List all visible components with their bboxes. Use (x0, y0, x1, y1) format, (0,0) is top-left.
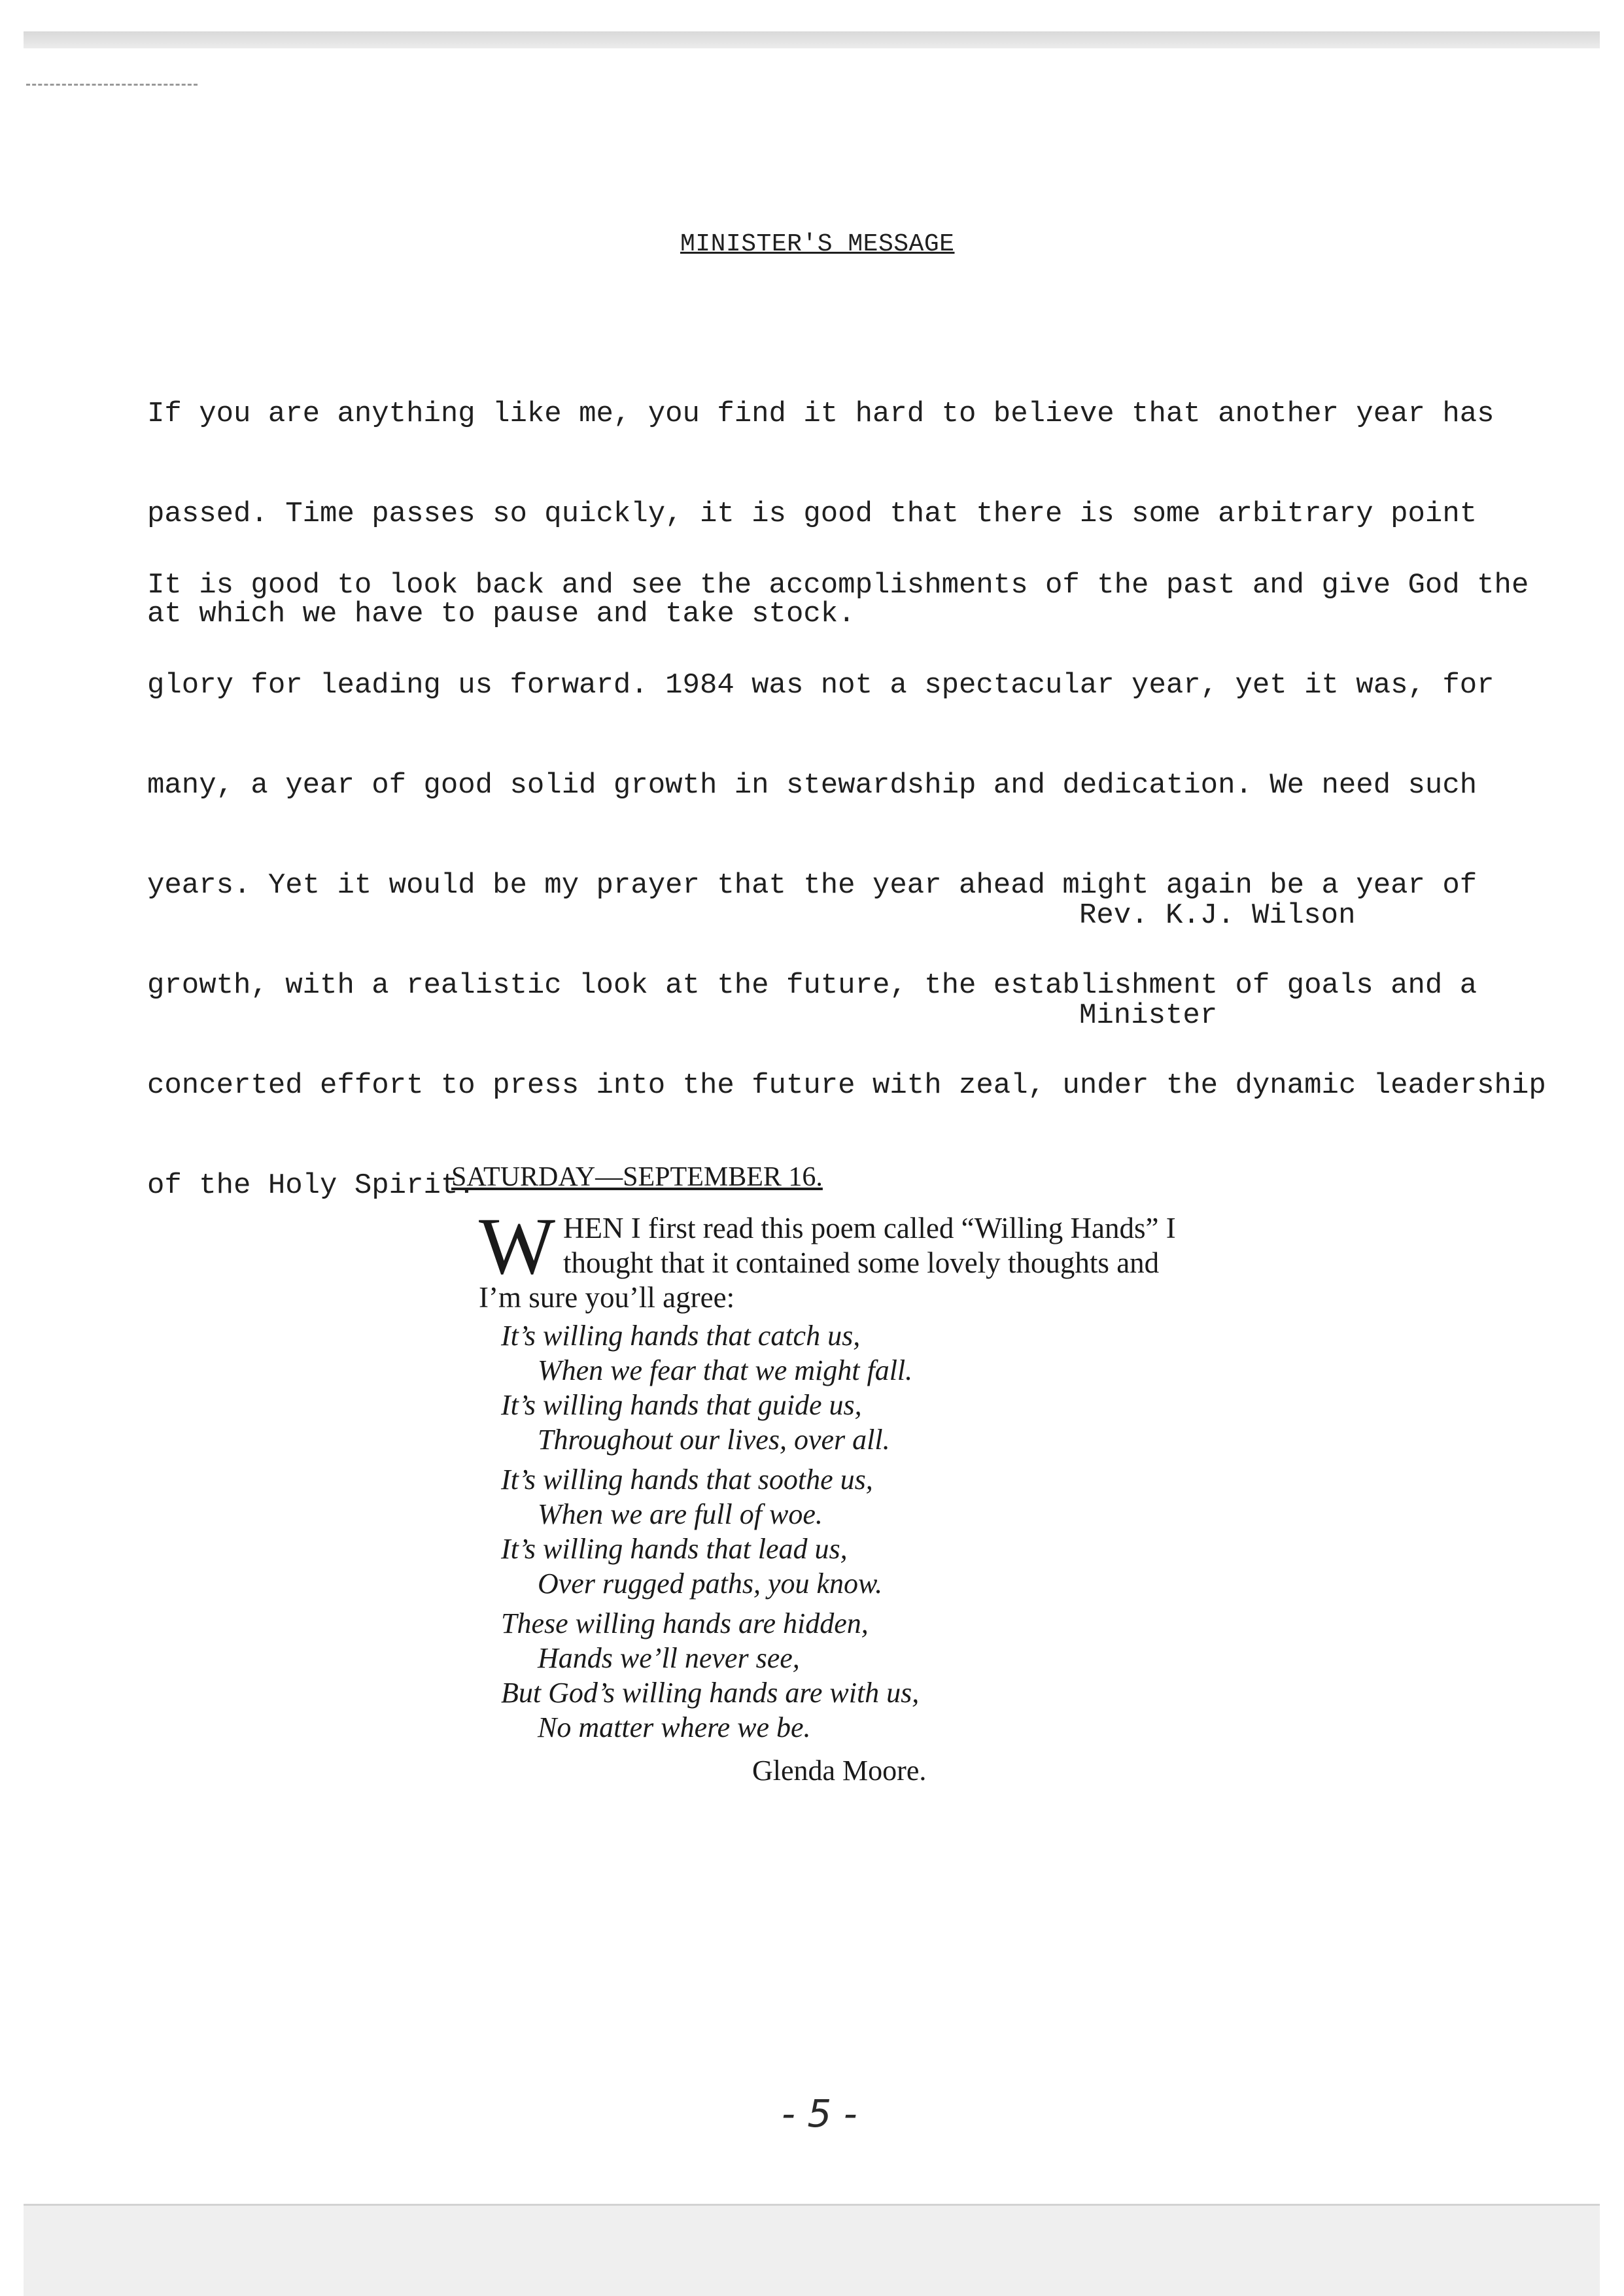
text-line: If you are anything like me, you find it hard to believe that another year has (147, 398, 1494, 430)
poem-line: Hands we’ll never see, (538, 1642, 800, 1674)
text-line: many, a year of good solid growth in stewardship and dedication. We need such (147, 769, 1477, 802)
signature-name: Rev. K.J. Wilson (1079, 899, 1356, 932)
page-number: - 5 - (782, 2091, 857, 2136)
poem-stanza-2 (501, 1462, 1220, 1601)
drop-cap: W (479, 1201, 556, 1291)
clipping-intro (479, 1201, 1185, 1315)
text-line: years. Yet it would be my prayer that the year ahead might again be a year of (147, 869, 1477, 902)
poem-line: These willing hands are hidden, (501, 1607, 869, 1639)
scan-mark (26, 84, 198, 86)
poem-stanza-1 (501, 1318, 1220, 1457)
poem-line: It’s willing hands that guide us, (501, 1389, 862, 1421)
poem-line: When we fear that we might fall. (538, 1354, 913, 1386)
poem-line: But God’s willing hands are with us, (501, 1677, 920, 1709)
poem-author: Glenda Moore. (752, 1755, 927, 1787)
intro-text: HEN I first read this poem called “Willing Hands” I thought that it contained some lovely thoughts and I’m sure you’ll agree: (479, 1212, 1176, 1314)
text-line: passed. Time passes so quickly, it is good that there is some arbitrary point (147, 498, 1477, 530)
scan-edge-bottom (24, 2204, 1600, 2296)
poem-line: Over rugged paths, you know. (538, 1568, 883, 1600)
text-line: concerted effort to press into the future with zeal, under the dynamic leadership (147, 1069, 1546, 1102)
poem-line: Throughout our lives, over all. (538, 1424, 890, 1456)
page-heading: MINISTER'S MESSAGE (680, 230, 955, 258)
poem-line: It’s willing hands that lead us, (501, 1533, 848, 1565)
poem-line: It’s willing hands that soothe us, (501, 1464, 873, 1496)
text-line: It is good to look back and see the accomplishments of the past and give God the (147, 569, 1529, 602)
text-line: glory for leading us forward. 1984 was not a spectacular year, yet it was, for (147, 669, 1494, 702)
scan-edge-top (24, 31, 1600, 48)
poem-line: When we are full of woe. (538, 1498, 823, 1530)
signature-block (1079, 832, 1355, 1066)
poem-line: It’s willing hands that catch us, (501, 1320, 861, 1352)
poem-line: No matter where we be. (538, 1711, 811, 1743)
text-line: at which we have to pause and take stock. (147, 598, 855, 630)
clipping-date-heading: SATURDAY—SEPTEMBER 16. (451, 1162, 823, 1192)
text-line: of the Holy Spirit. (147, 1169, 475, 1202)
text-line: growth, with a realistic look at the future, the establishment of goals and a (147, 969, 1477, 1002)
signature-title: Minister (1079, 999, 1218, 1032)
poem-stanza-3 (501, 1606, 1220, 1745)
